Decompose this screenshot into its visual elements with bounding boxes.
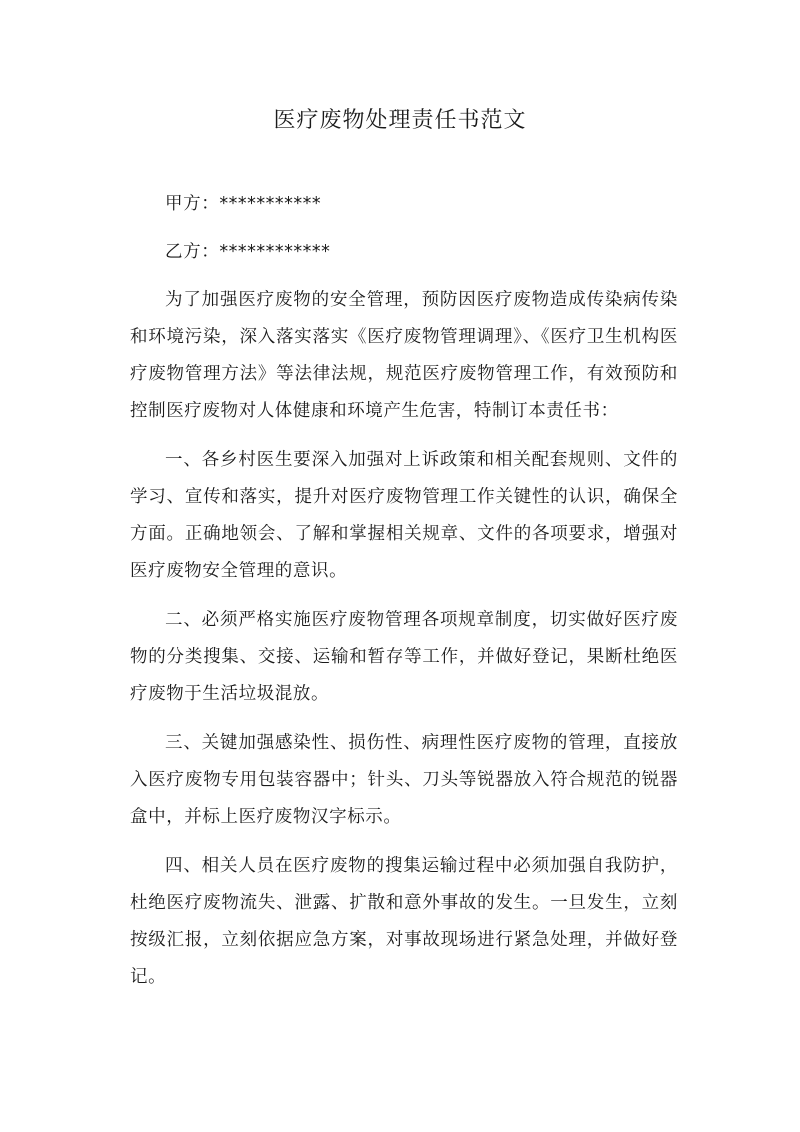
paragraph-clause-4: 四、相关人员在医疗废物的搜集运输过程中必须加强自我防护，杜绝医疗废物流失、泄露、扩散和意外事故的发生。一旦发生，立刻按级汇报，立刻依据应急方案，对事故现场进行紧急处理，并做好登记。 [130,856,678,987]
paragraph-clause-2: 二、必须严格实施医疗废物管理各项规章制度，切实做好医疗废物的分类搜集、交接、运输和暂存等工作，并做好登记，果断杜绝医疗废物于生活垃圾混放。 [130,610,678,704]
paragraph-clause-1: 一、各乡村医生要深入加强对上诉政策和相关配套规则、文件的学习、宣传和落实，提升对医疗废物管理工作关键性的认识，确保全方面。正确地领会、了解和掌握相关规章、文件的各项要求，增强对医疗废物安全管理的意识。 [130,450,678,581]
paragraph-intro: 为了加强医疗废物的安全管理，预防因医疗废物造成传染病传染和环境污染，深入落实落实《医疗废物管理调理》、《医疗卫生机构医疗废物管理方法》等法律法规，规范医疗废物管理工作，有效预防和控制医疗废物对人体健康和环境产生危害，特制订本责任书： [130,290,678,421]
document-title: 医疗废物处理责任书范文 [273,108,527,133]
document-body [130,186,678,1008]
party-a-value: *********** [219,194,322,214]
party-b-value: ************ [219,242,331,262]
party-a-label: 甲方： [165,194,220,214]
party-b-line [130,234,678,282]
party-b-label: 乙方： [165,242,220,262]
paragraph-clause-3: 三、关键加强感染性、损伤性、病理性医疗废物的管理，直接放入医疗废物专用包装容器中；针头、刀头等锐器放入符合规范的锐器盒中，并标上医疗废物汉字标示。 [130,733,678,827]
party-a-line [130,186,678,234]
